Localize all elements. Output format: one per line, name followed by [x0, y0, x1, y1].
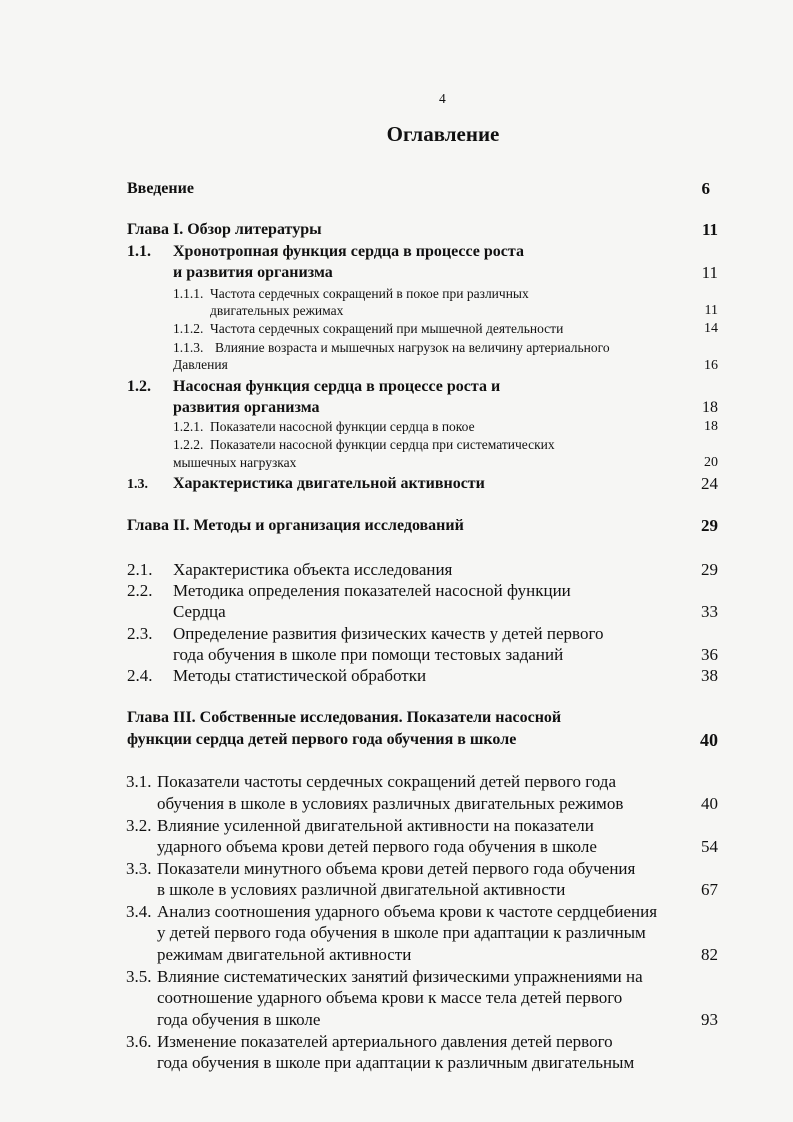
toc-entry-title: Показатели насосной функции сердца в покое: [210, 419, 475, 434]
toc-entry-num: 1.2.1.: [173, 419, 204, 434]
toc-entry-title: Характеристика объекта исследования: [173, 560, 453, 579]
toc-entry-page: 14: [704, 321, 718, 336]
toc-entry-title-cont: у детей первого года обучения в школе при адаптации к различным: [157, 923, 646, 942]
toc-entry-title-cont: обучения в школе в условиях различных двигательных режимов: [157, 794, 624, 813]
toc-entry-num: 1.2.: [127, 378, 151, 395]
toc-entry-num: 1.1.: [127, 243, 151, 260]
toc-entry-title-cont: Давления: [173, 357, 228, 372]
toc-entry-title: Насосная функция сердца в процессе роста и: [173, 378, 501, 395]
toc-chapter2-heading: Глава II. Методы и организация исследований: [127, 517, 464, 534]
toc-entry-num: 3.4.: [126, 902, 152, 921]
toc-entry-title-cont: года обучения в школе при помощи тестовых заданий: [173, 645, 564, 664]
toc-entry-title-cont: режимам двигательной активности: [157, 945, 412, 964]
toc-entry-page: 11: [701, 263, 718, 282]
toc-entry-num: 2.3.: [127, 624, 153, 643]
toc-title: Оглавление: [386, 122, 500, 146]
toc-entry-page: 24: [701, 474, 718, 493]
toc-entry-page: 67: [701, 880, 718, 899]
toc-entry-title: Влияние систематических занятий физическими упражнениями на: [157, 967, 643, 986]
toc-entry-page: 11: [704, 303, 718, 318]
toc-entry-title: Хронотропная функция сердца в процессе роста: [173, 243, 524, 260]
toc-entry-page: 16: [704, 358, 718, 373]
toc-entry-num: 1.2.2.: [173, 437, 204, 452]
toc-entry-title: Показатели насосной функции сердца при систематических: [210, 437, 555, 452]
toc-entry-page: 29: [701, 560, 718, 579]
toc-entry-title: Влияние возраста и мышечных нагрузок на величину артериального: [215, 340, 610, 355]
toc-entry-page: 18: [702, 399, 718, 416]
page-number: 4: [439, 91, 446, 106]
toc-intro-label: Введение: [127, 180, 194, 197]
toc-entry-title-cont: мышечных нагрузках: [173, 455, 297, 470]
toc-chapter3-heading: Глава III. Собственные исследования. Показатели насосной: [127, 709, 562, 726]
toc-entry-title-cont: года обучения в школе: [157, 1010, 321, 1029]
toc-entry-title: Анализ соотношения ударного объема крови к частоте сердцебиения: [157, 902, 658, 921]
toc-entry-title: Частота сердечных сокращений в покое при различных: [210, 286, 529, 301]
toc-chapter3-page: 40: [700, 730, 718, 750]
toc-entry-title-cont: в школе в условиях различной двигательной активности: [157, 880, 566, 899]
toc-chapter3-heading-cont: функции сердца детей первого года обучения в школе: [127, 731, 517, 748]
toc-entry-num: 3.5.: [126, 967, 152, 986]
toc-entry-title-cont: соотношение ударного объема крови к массе тела детей первого: [157, 988, 623, 1007]
toc-entry-title: Методы статистической обработки: [173, 666, 427, 685]
toc-entry-title-cont: ударного объема крови детей первого года обучения в школе: [157, 837, 597, 856]
toc-entry-num: 3.3.: [126, 859, 152, 878]
toc-entry-page: 93: [701, 1010, 718, 1029]
toc-entry-title: Характеристика двигательной активности: [173, 475, 485, 492]
toc-entry-title-cont: двигательных режимах: [210, 303, 344, 318]
toc-entry-num: 2.2.: [127, 581, 153, 600]
toc-entry-num: 3.6.: [126, 1032, 152, 1051]
toc-entry-title: Изменение показателей артериального давления детей первого: [157, 1032, 613, 1051]
toc-entry-title-cont: и развития организма: [173, 264, 333, 281]
toc-intro-page: 6: [701, 179, 710, 198]
toc-entry-num: 3.1.: [126, 772, 152, 791]
toc-entry-title-cont: года обучения в школе при адаптации к различным двигательным: [157, 1053, 635, 1072]
toc-entry-num: 3.2.: [126, 816, 152, 835]
toc-entry-num: 1.1.3.: [173, 340, 204, 355]
toc-entry-title-cont: Сердца: [173, 602, 226, 621]
toc-entry-num: 1.3.: [127, 477, 148, 492]
toc-entry-page: 54: [701, 837, 718, 856]
toc-entry-page: 82: [701, 945, 718, 964]
toc-chapter2-page: 29: [701, 516, 718, 535]
toc-entry-page: 18: [704, 419, 718, 434]
toc-entry-num: 1.1.2.: [173, 321, 204, 336]
toc-entry-num: 1.1.1.: [173, 286, 204, 301]
toc-entry-title: Показатели частоты сердечных сокращений детей первого года: [157, 772, 616, 791]
toc-entry-num: 2.4.: [127, 666, 153, 685]
toc-entry-page: 33: [701, 602, 718, 621]
toc-chapter1-heading: Глава I. Обзор литературы: [127, 221, 322, 238]
toc-entry-page: 36: [701, 645, 718, 664]
toc-entry-title-cont: развития организма: [173, 399, 320, 416]
toc-entry-title: Методика определения показателей насосной функции: [173, 581, 571, 600]
toc-entry-page: 40: [701, 794, 718, 813]
toc-entry-title: Влияние усиленной двигательной активности на показатели: [157, 816, 594, 835]
toc-chapter1-page: 11: [701, 220, 718, 239]
toc-entry-title: Частота сердечных сокращений при мышечной деятельности: [210, 321, 564, 336]
toc-entry-page: 38: [701, 666, 718, 685]
toc-entry-num: 2.1.: [127, 560, 153, 579]
toc-entry-title: Показатели минутного объема крови детей первого года обучения: [157, 859, 636, 878]
toc-entry-title: Определение развития физических качеств у детей первого: [173, 624, 604, 643]
toc-entry-page: 20: [704, 455, 718, 470]
